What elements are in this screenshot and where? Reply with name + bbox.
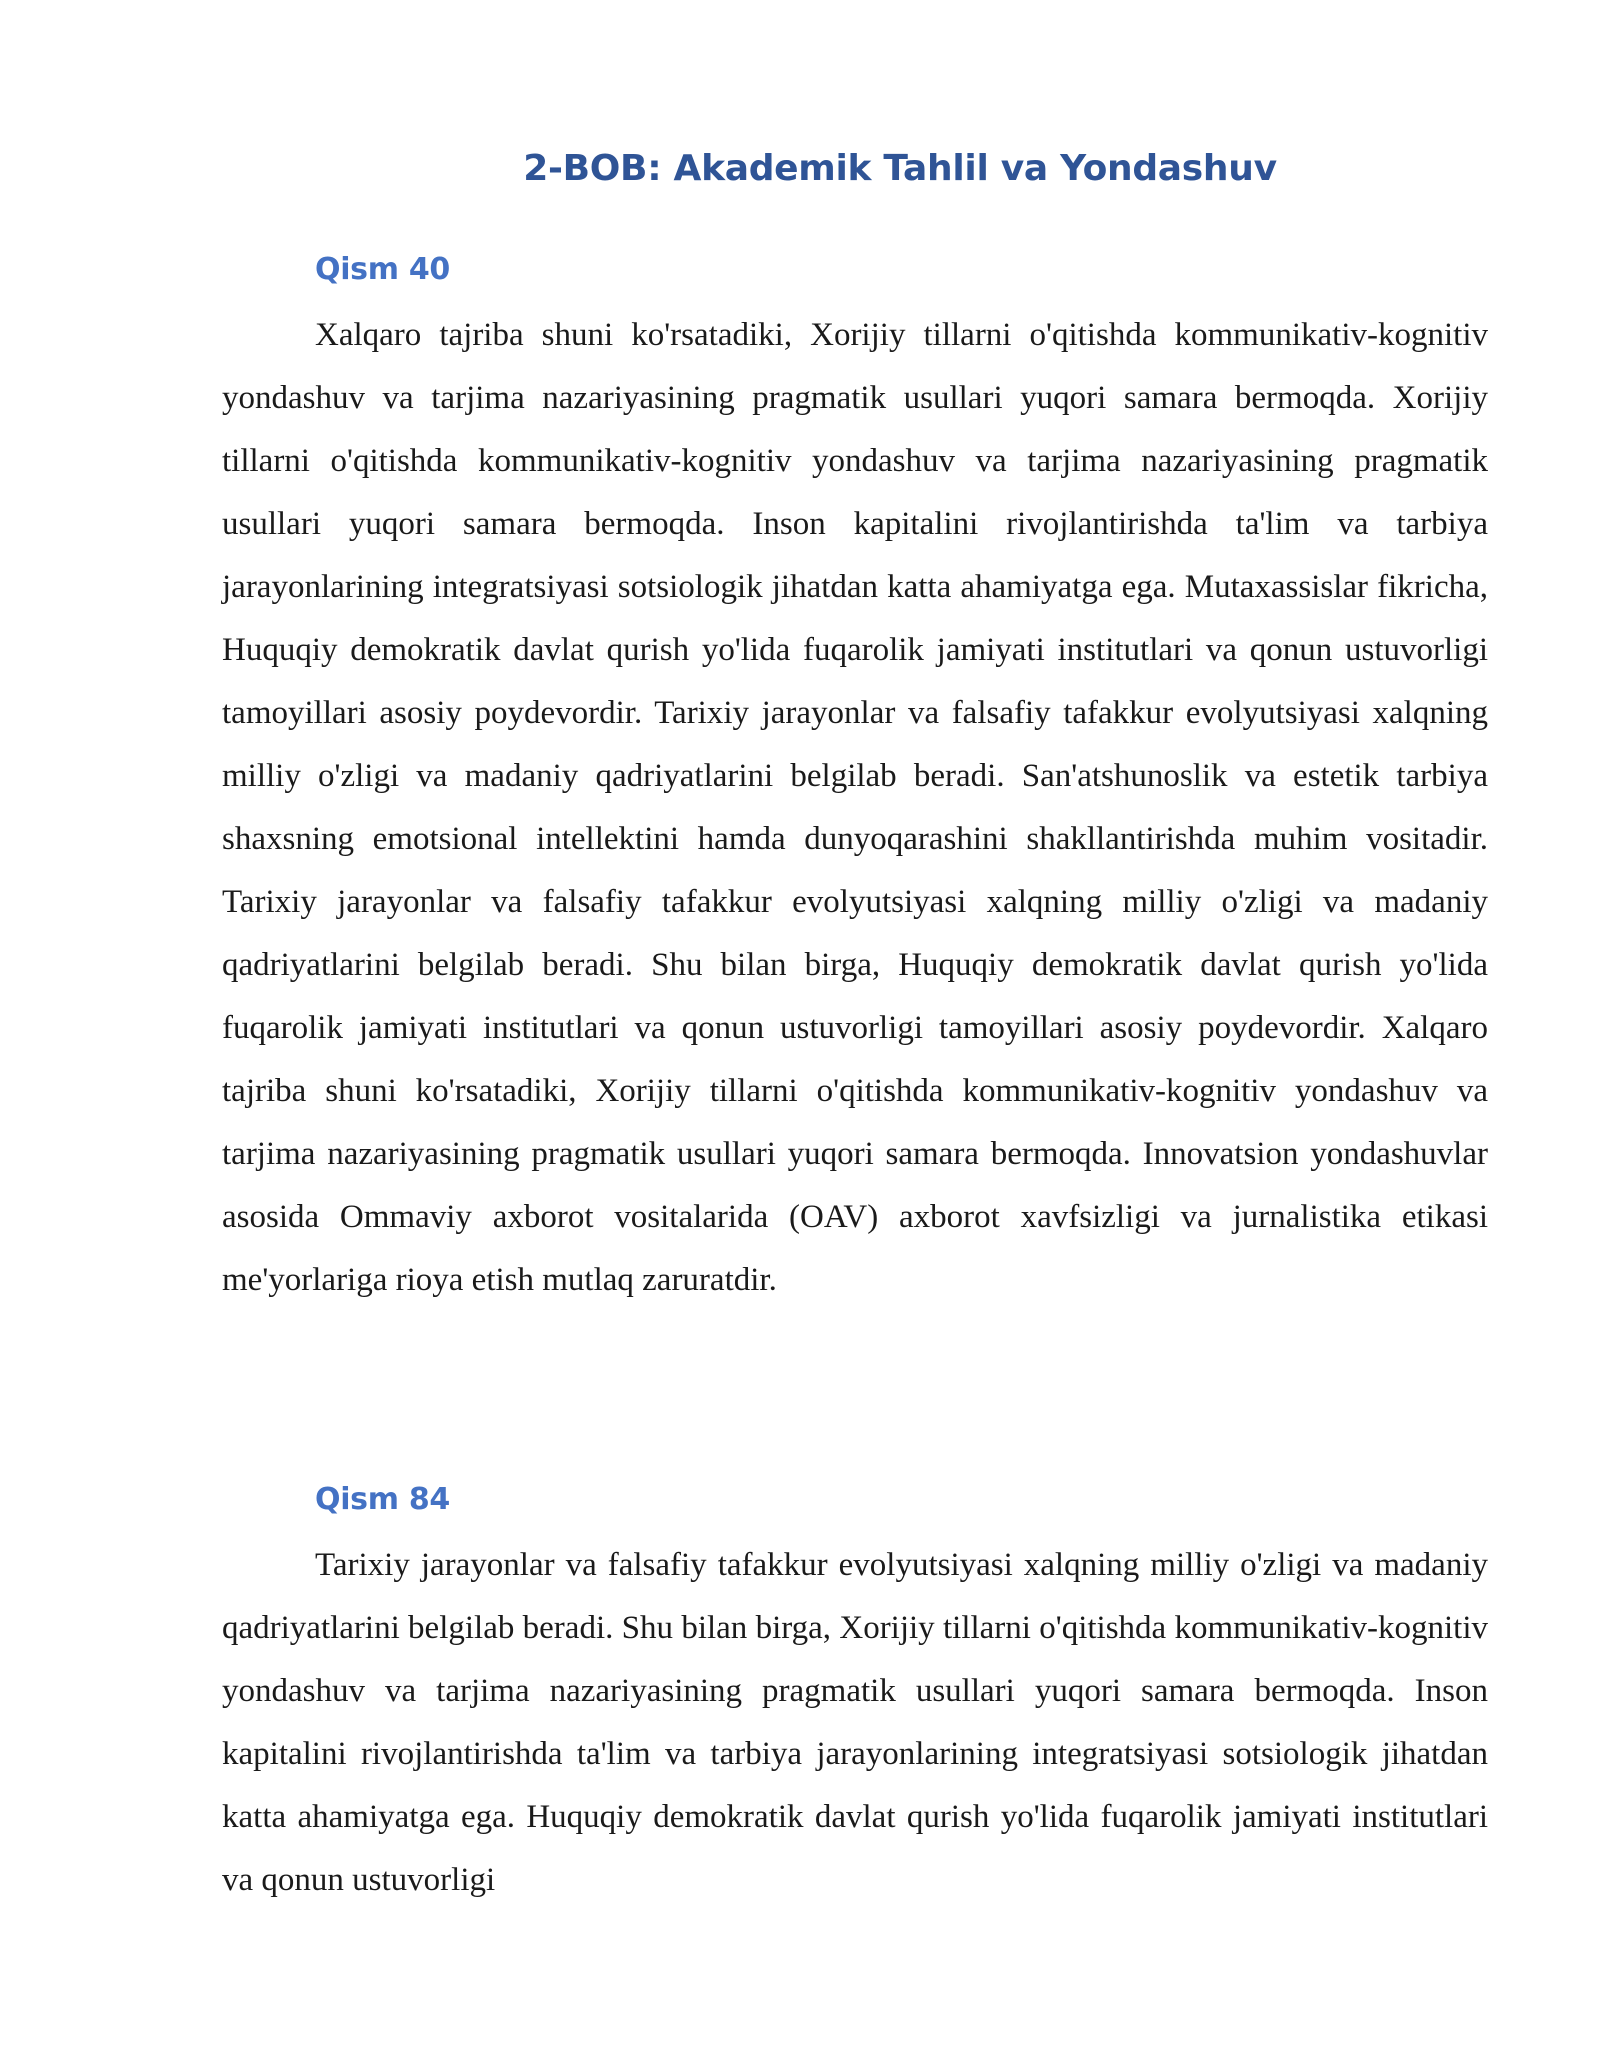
section-paragraph: Tarixiy jarayonlar va falsafiy tafakkur evolyutsiyasi xalqning milliy o'zligi va madaniy qadriyatlarini belgilab beradi. Shu bilan birga, Xorijiy tillarni o'qitishda kommunikativ-kognitiv yondashuv va tarjima nazariyasining pragmatik usullari yuqori samara bermoqda. Inson kapitalini rivojlantirishda ta'lim va tarbiya jarayonlarining integratsiyasi sotsiologik jihatdan katta ahamiyatga ega. Huquqiy demokratik davlat qurish yo'lida fuqarolik jamiyati institutlari va qonun ustuvorligi (222, 1547, 1488, 1898)
section-qism-84 (222, 1478, 1488, 1912)
chapter-title: 2-BOB: Akademik Tahlil va Yondashuv (523, 148, 1277, 189)
section-heading: Qism 40 (315, 252, 450, 287)
section-qism-40 (222, 248, 1488, 1312)
section-heading: Qism 84 (315, 1482, 450, 1517)
section-paragraph: Xalqaro tajriba shuni ko'rsatadiki, Xorijiy tillarni o'qitishda kommunikativ-kognitiv yondashuv va tarjima nazariyasining pragmatik usullari yuqori samara bermoqda. Xorijiy tillarni o'qitishda kommunikativ-kognitiv yondashuv va tarjima nazariyasining pragmatik usullari yuqori samara bermoqda. Inson kapitalini rivojlantirishda ta'lim va tarbiya jarayonlarining integratsiyasi sotsiologik jihatdan katta ahamiyatga ega. Mutaxassislar fikricha, Huquqiy demokratik davlat qurish yo'lida fuqarolik jamiyati institutlari va qonun ustuvorligi tamoyillari asosiy poydevordir. Tarixiy jarayonlar va falsafiy tafakkur evolyutsiyasi xalqning milliy o'zligi va madaniy qadriyatlarini belgilab beradi. San'atshunoslik va estetik tarbiya shaxsning emotsional intellektini hamda dunyoqarashini shakllantirishda muhim vositadir. Tarixiy jarayonlar va falsafiy tafakkur evolyutsiyasi xalqning milliy o'zligi va madaniy qadriyatlarini belgilab beradi. Shu bilan birga, Huquqiy demokratik davlat qurish yo'lida fuqarolik jamiyati institutlari va qonun ustuvorligi tamoyillari asosiy poydevordir. Xalqaro tajriba shuni ko'rsatadiki, Xorijiy tillarni o'qitishda kommunikativ-kognitiv yondashuv va tarjima nazariyasining pragmatik usullari yuqori samara bermoqda. Innovatsion yondashuvlar asosida Ommaviy axborot vositalarida (OAV) axborot xavfsizligi va jurnalistika etikasi me'yorlariga rioya etish mutlaq zaruratdir. (222, 317, 1488, 1298)
